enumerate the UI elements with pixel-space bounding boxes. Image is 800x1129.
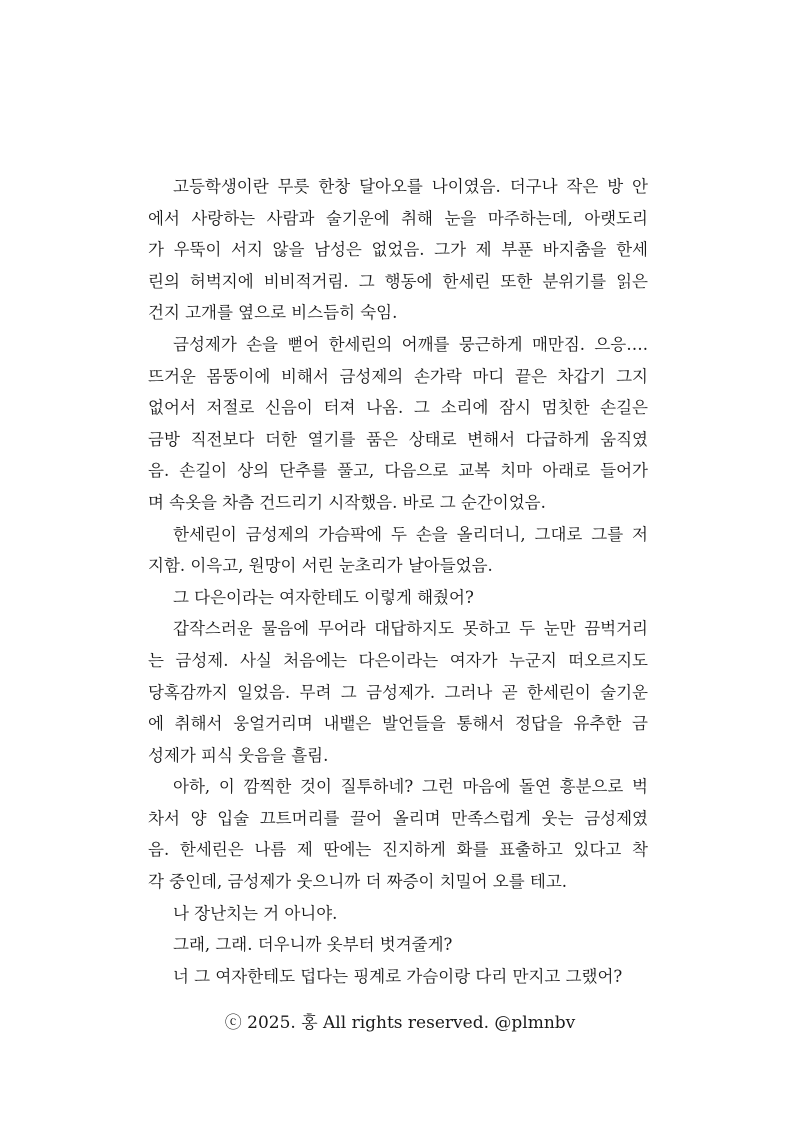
- text-line: 금성제가 손을 뻗어 한세린의 어깨를 뭉근하게 매만짐. 으응….: [173, 334, 648, 354]
- text-line: 당혹감까지 일었음. 무려 그 금성제가. 그러나 곧 한세린이 술기운: [148, 682, 648, 702]
- text-line: 너 그 여자한테도 덥다는 핑계로 가슴이랑 다리 만지고 그랬어?: [173, 966, 623, 986]
- body-text: [148, 171, 648, 992]
- text-line: 아하, 이 깜찍한 것이 질투하네? 그런 마음에 돌연 흥분으로 벅: [173, 777, 648, 797]
- text-line: 는 금성제. 사실 처음에는 다은이라는 여자가 누군지 떠오르지도: [148, 650, 648, 670]
- text-line: 뜨거운 몸뚱이에 비해서 금성제의 손가락 마디 끝은 차갑기 그지: [148, 366, 648, 386]
- text-line: 지함. 이윽고, 원망이 서린 눈초리가 날아들었음.: [148, 556, 493, 576]
- text-line: 그 다은이라는 여자한테도 이렇게 해줬어?: [173, 587, 474, 607]
- text-line: 차서 양 입술 끄트머리를 끌어 올리며 만족스럽게 웃는 금성제였: [148, 808, 648, 828]
- text-line: 갑작스러운 물음에 무어라 대답하지도 못하고 두 눈만 끔벅거리: [173, 619, 648, 639]
- text-line: 없어서 저절로 신음이 터져 나옴. 그 소리에 잠시 멈칫한 손길은: [148, 398, 648, 418]
- copyright-footer: ⓒ 2025. 홍 All rights reserved. @plmnbv: [224, 1013, 576, 1033]
- text-line: 고등학생이란 무릇 한창 달아오를 나이였음. 더구나 작은 방 안: [173, 177, 648, 196]
- text-line: 그래, 그래. 더우니까 옷부터 벗겨줄게?: [173, 935, 453, 955]
- text-line: 며 속옷을 차츰 건드리기 시작했음. 바로 그 순간이었음.: [148, 492, 546, 512]
- text-line: 각 중인데, 금성제가 웃으니까 더 짜증이 치밀어 오를 테고.: [148, 872, 568, 892]
- text-line: 한세린이 금성제의 가슴팍에 두 손을 올리더니, 그대로 그를 저: [173, 524, 648, 544]
- text-line: 에서 사랑하는 사람과 술기운에 취해 눈을 마주하는데, 아랫도리: [148, 208, 648, 228]
- text-line: 나 장난치는 거 아니야.: [173, 903, 338, 923]
- text-line: 에 취해서 웅얼거리며 내뱉은 발언들을 통해서 정답을 유추한 금: [148, 714, 648, 734]
- text-line: 음. 손길이 상의 단추를 풀고, 다음으로 교복 치마 아래로 들어가: [148, 461, 648, 481]
- text-line: 린의 허벅지에 비비적거림. 그 행동에 한세린 또한 분위기를 읽은: [148, 271, 648, 291]
- text-line: 가 우뚝이 서지 않을 남성은 없었음. 그가 제 부푼 바지춤을 한세: [148, 240, 648, 260]
- text-line: 성제가 피식 웃음을 흘림.: [148, 745, 329, 765]
- text-line: 금방 직전보다 더한 열기를 품은 상태로 변해서 다급하게 움직였: [148, 429, 648, 449]
- text-line: 음. 한세린은 나름 제 딴에는 진지하게 화를 표출하고 있다고 착: [148, 840, 648, 860]
- text-line: 건지 고개를 옆으로 비스듬히 숙임.: [148, 303, 398, 323]
